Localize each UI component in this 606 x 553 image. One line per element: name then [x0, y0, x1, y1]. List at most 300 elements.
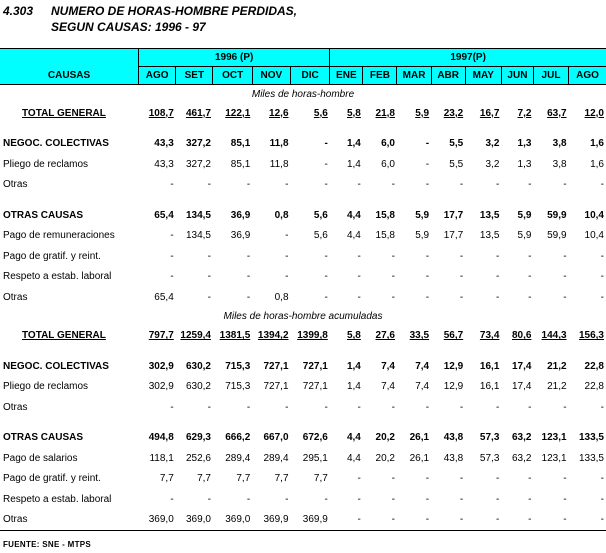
- value-text: 11,8: [269, 138, 289, 150]
- value-cell: [431, 489, 465, 510]
- row-label: [0, 154, 139, 175]
- value-cell: [363, 448, 397, 469]
- value-text: -: [207, 493, 211, 505]
- value-text: -: [285, 250, 289, 262]
- spacer-row: [0, 418, 606, 428]
- value-text: 43,3: [154, 138, 174, 150]
- header-row-years: [0, 49, 606, 67]
- value-cell: [397, 377, 431, 398]
- value-text: 17,7: [443, 209, 464, 221]
- value-cell: [465, 510, 501, 531]
- value-text: -: [285, 179, 289, 191]
- table-row: [0, 510, 606, 531]
- value-text: 7,7: [197, 473, 211, 485]
- spacer-cell: [0, 418, 606, 428]
- value-cell: [501, 205, 533, 226]
- value-cell: [533, 154, 568, 175]
- value-text: -: [391, 179, 395, 191]
- value-cell: [465, 103, 501, 124]
- header-month: AGO: [139, 67, 176, 85]
- value-text: 727,1: [302, 360, 328, 372]
- value-text: -: [391, 250, 395, 262]
- row-label-text: Otras: [3, 514, 28, 526]
- value-cell: [533, 469, 568, 490]
- value-cell: [176, 103, 213, 124]
- value-text: 7,4: [381, 381, 395, 393]
- row-label: [0, 510, 139, 531]
- value-text: -: [170, 401, 174, 413]
- value-cell: [213, 469, 252, 490]
- value-cell: [533, 205, 568, 226]
- value-cell: [213, 377, 252, 398]
- value-cell: [213, 154, 252, 175]
- value-text: -: [563, 401, 567, 413]
- value-cell: [291, 326, 330, 347]
- value-text: 295,1: [302, 452, 328, 464]
- value-cell: [569, 246, 606, 267]
- value-text: 17,4: [511, 360, 532, 372]
- value-cell: [176, 377, 213, 398]
- value-text: 1,6: [590, 158, 604, 170]
- value-cell: [363, 226, 397, 247]
- value-cell: [569, 267, 606, 288]
- value-text: 5,9: [415, 230, 430, 242]
- value-text: -: [496, 473, 500, 485]
- value-text: -: [425, 493, 430, 505]
- spacer-cell: [0, 124, 606, 134]
- value-text: -: [246, 401, 251, 413]
- value-cell: [465, 326, 501, 347]
- value-cell: [252, 226, 290, 247]
- value-cell: [431, 428, 465, 449]
- value-text: 4,4: [346, 432, 361, 444]
- value-cell: [569, 356, 606, 377]
- value-text: -: [563, 473, 567, 485]
- row-label-text: Otras: [3, 401, 28, 413]
- value-text: 5,5: [449, 158, 464, 170]
- table-title: [3, 3, 297, 35]
- row-label-text: Pago de gratif. y reint.: [3, 250, 101, 262]
- value-cell: [397, 397, 431, 418]
- value-cell: [252, 510, 290, 531]
- value-cell: [213, 103, 252, 124]
- table-number: 4.303: [3, 4, 34, 18]
- value-cell: [252, 356, 290, 377]
- value-text: -: [459, 291, 464, 303]
- value-text: 6,0: [381, 138, 395, 150]
- value-text: 12,9: [443, 381, 464, 393]
- row-label: [0, 356, 139, 377]
- value-text: -: [207, 250, 211, 262]
- value-cell: [252, 246, 290, 267]
- value-text: 727,1: [263, 360, 289, 372]
- value-cell: [330, 246, 363, 267]
- value-cell: [465, 246, 501, 267]
- value-text: -: [600, 179, 604, 191]
- value-cell: [252, 154, 290, 175]
- value-text: 302,9: [148, 360, 174, 372]
- value-cell: [213, 489, 252, 510]
- value-cell: [431, 397, 465, 418]
- value-text: -: [324, 179, 328, 191]
- total-row: [0, 103, 606, 124]
- value-text: 7,7: [159, 473, 174, 485]
- spacer-cell: [0, 346, 606, 356]
- table-row: [0, 469, 606, 490]
- value-cell: [252, 469, 290, 490]
- row-label: [0, 205, 139, 226]
- value-cell: [397, 287, 431, 308]
- row-label-text: Respeto a estab. laboral: [3, 493, 112, 505]
- value-text: -: [600, 291, 604, 303]
- header-month: JUL: [533, 67, 568, 85]
- value-cell: [330, 226, 363, 247]
- value-cell: [139, 205, 176, 226]
- value-cell: [569, 226, 606, 247]
- value-cell: [363, 489, 397, 510]
- table-row: [0, 448, 606, 469]
- value-text: 327,2: [185, 138, 211, 150]
- value-cell: [252, 377, 290, 398]
- row-label-text: Respeto a estab. laboral: [3, 271, 112, 283]
- value-text: 118,1: [149, 452, 174, 464]
- value-text: 43,3: [154, 158, 174, 170]
- value-cell: [465, 377, 501, 398]
- value-cell: [569, 175, 606, 196]
- value-text: 289,4: [225, 452, 251, 464]
- value-cell: [213, 510, 252, 531]
- value-text: -: [391, 291, 395, 303]
- value-cell: [397, 489, 431, 510]
- value-cell: [533, 267, 568, 288]
- value-text: 4,4: [346, 230, 361, 242]
- value-text: -: [528, 291, 532, 303]
- row-label-text: Otras: [3, 291, 28, 303]
- value-cell: [330, 377, 363, 398]
- value-cell: [252, 175, 290, 196]
- value-cell: [291, 356, 330, 377]
- value-text: -: [425, 179, 430, 191]
- value-cell: [330, 134, 363, 155]
- value-cell: [363, 205, 397, 226]
- row-label-text: TOTAL GENERAL: [22, 107, 106, 119]
- value-cell: [465, 267, 501, 288]
- value-text: 156,3: [578, 330, 604, 342]
- spacer-cell: [0, 195, 606, 205]
- value-cell: [363, 326, 397, 347]
- value-text: 122,1: [225, 107, 251, 119]
- value-text: 630,2: [185, 381, 211, 393]
- value-text: -: [496, 401, 500, 413]
- value-cell: [465, 469, 501, 490]
- value-text: -: [459, 514, 464, 526]
- value-cell: [139, 246, 176, 267]
- row-label-text: Pago de gratif. y reint.: [3, 473, 101, 485]
- row-label-text: OTRAS CAUSAS: [3, 209, 84, 221]
- value-text: 11,8: [269, 158, 289, 170]
- value-text: -: [600, 271, 604, 283]
- value-cell: [431, 226, 465, 247]
- row-label: [0, 267, 139, 288]
- value-cell: [397, 134, 431, 155]
- value-text: 4,4: [346, 209, 361, 221]
- value-cell: [397, 226, 431, 247]
- value-cell: [363, 287, 397, 308]
- value-cell: [569, 205, 606, 226]
- value-text: 327,2: [185, 158, 211, 170]
- value-text: 5,8: [346, 330, 361, 342]
- value-cell: [465, 428, 501, 449]
- value-text: 0,8: [274, 291, 289, 303]
- value-text: 302,9: [148, 381, 174, 393]
- value-text: 133,5: [578, 452, 604, 464]
- value-cell: [569, 287, 606, 308]
- value-cell: [291, 510, 330, 531]
- value-text: 3,8: [552, 138, 567, 150]
- value-text: 65,4: [154, 209, 174, 221]
- header-month: MAR: [397, 67, 431, 85]
- value-text: -: [528, 514, 532, 526]
- value-cell: [533, 356, 568, 377]
- category-row: [0, 134, 606, 155]
- row-label: [0, 103, 139, 124]
- value-text: 57,3: [479, 432, 500, 444]
- value-text: -: [170, 230, 174, 242]
- value-cell: [465, 154, 501, 175]
- value-text: 13,5: [479, 209, 500, 221]
- table-row: [0, 226, 606, 247]
- value-text: -: [285, 493, 289, 505]
- value-cell: [465, 397, 501, 418]
- statistics-table: [0, 48, 606, 531]
- value-text: -: [600, 401, 604, 413]
- value-cell: [533, 134, 568, 155]
- value-text: -: [324, 271, 328, 283]
- value-text: 123,1: [541, 432, 567, 444]
- value-cell: [431, 287, 465, 308]
- value-cell: [397, 246, 431, 267]
- value-text: 3,8: [552, 158, 567, 170]
- value-cell: [465, 175, 501, 196]
- value-cell: [431, 326, 465, 347]
- value-text: 27,6: [375, 330, 395, 342]
- value-cell: [213, 356, 252, 377]
- value-text: 3,2: [485, 158, 500, 170]
- value-cell: [291, 428, 330, 449]
- value-text: 21,2: [547, 381, 567, 393]
- value-text: -: [391, 271, 395, 283]
- value-text: -: [324, 250, 328, 262]
- row-label: [0, 377, 139, 398]
- value-cell: [139, 267, 176, 288]
- value-text: 108,7: [148, 107, 174, 119]
- value-cell: [213, 397, 252, 418]
- value-cell: [431, 205, 465, 226]
- value-cell: [291, 397, 330, 418]
- value-cell: [139, 154, 176, 175]
- value-text: -: [170, 250, 174, 262]
- value-cell: [139, 448, 176, 469]
- value-cell: [501, 175, 533, 196]
- category-row: [0, 205, 606, 226]
- value-text: 59,9: [547, 230, 567, 242]
- value-cell: [330, 267, 363, 288]
- value-text: -: [357, 493, 361, 505]
- value-cell: [533, 246, 568, 267]
- value-text: -: [391, 514, 395, 526]
- value-text: 369,9: [263, 514, 289, 526]
- value-text: 33,5: [409, 330, 430, 342]
- value-text: -: [425, 138, 430, 150]
- value-cell: [176, 326, 213, 347]
- row-label-text: OTRAS CAUSAS: [3, 432, 84, 444]
- table-row: [0, 267, 606, 288]
- value-text: 1,6: [590, 138, 604, 150]
- value-text: 7,4: [381, 360, 395, 372]
- value-cell: [139, 469, 176, 490]
- row-label-text: Pago de remuneraciones: [3, 230, 115, 242]
- value-cell: [139, 134, 176, 155]
- header-month: ABR: [431, 67, 465, 85]
- value-text: -: [246, 250, 251, 262]
- value-text: -: [246, 271, 251, 283]
- row-label: [0, 397, 139, 418]
- value-cell: [363, 428, 397, 449]
- value-cell: [397, 469, 431, 490]
- value-cell: [501, 287, 533, 308]
- value-cell: [431, 377, 465, 398]
- value-text: -: [459, 271, 464, 283]
- value-text: -: [425, 158, 430, 170]
- value-cell: [139, 103, 176, 124]
- value-cell: [176, 226, 213, 247]
- value-cell: [569, 428, 606, 449]
- value-cell: [213, 205, 252, 226]
- value-cell: [501, 267, 533, 288]
- value-cell: [397, 448, 431, 469]
- value-text: 1,3: [517, 158, 532, 170]
- value-text: 5,9: [517, 230, 532, 242]
- value-cell: [533, 226, 568, 247]
- value-text: 36,9: [230, 230, 251, 242]
- value-cell: [252, 205, 290, 226]
- value-text: 7,7: [313, 473, 328, 485]
- value-cell: [176, 134, 213, 155]
- value-text: 5,6: [313, 230, 328, 242]
- value-text: -: [459, 250, 464, 262]
- value-text: -: [170, 493, 174, 505]
- value-text: -: [459, 473, 464, 485]
- row-label-text: Pago de salarios: [3, 452, 78, 464]
- value-cell: [501, 246, 533, 267]
- value-cell: [363, 377, 397, 398]
- value-cell: [330, 326, 363, 347]
- value-cell: [569, 326, 606, 347]
- value-cell: [533, 377, 568, 398]
- value-cell: [176, 154, 213, 175]
- value-cell: [397, 428, 431, 449]
- value-cell: [569, 469, 606, 490]
- value-text: -: [496, 179, 500, 191]
- value-text: 73,4: [479, 330, 500, 342]
- section-header-row: [0, 85, 606, 104]
- value-cell: [330, 448, 363, 469]
- section-header-row: [0, 308, 606, 326]
- value-cell: [176, 469, 213, 490]
- value-cell: [397, 103, 431, 124]
- value-text: -: [207, 179, 211, 191]
- value-text: 56,7: [443, 330, 464, 342]
- row-label: [0, 134, 139, 155]
- value-cell: [501, 469, 533, 490]
- value-cell: [533, 326, 568, 347]
- value-cell: [291, 246, 330, 267]
- value-cell: [501, 448, 533, 469]
- value-text: 1394,2: [257, 330, 289, 342]
- value-text: -: [357, 401, 361, 413]
- row-label-text: Otras: [3, 179, 28, 191]
- value-text: -: [246, 493, 251, 505]
- header-month: JUN: [501, 67, 533, 85]
- value-cell: [252, 448, 290, 469]
- value-cell: [501, 134, 533, 155]
- value-text: 12,6: [269, 107, 289, 119]
- value-text: -: [357, 250, 361, 262]
- value-text: 80,6: [511, 330, 532, 342]
- value-cell: [431, 154, 465, 175]
- value-cell: [397, 326, 431, 347]
- value-cell: [363, 267, 397, 288]
- value-text: 252,6: [185, 452, 211, 464]
- table-row: [0, 246, 606, 267]
- value-text: 666,2: [225, 432, 251, 444]
- row-label: [0, 428, 139, 449]
- value-text: -: [425, 473, 430, 485]
- value-text: -: [600, 473, 604, 485]
- value-cell: [291, 103, 330, 124]
- value-text: -: [496, 514, 500, 526]
- value-cell: [252, 489, 290, 510]
- value-text: 1399,8: [297, 330, 328, 342]
- value-cell: [291, 226, 330, 247]
- value-text: -: [391, 401, 395, 413]
- row-label: [0, 489, 139, 510]
- value-text: 7,4: [415, 381, 430, 393]
- value-cell: [213, 246, 252, 267]
- table-row: [0, 154, 606, 175]
- value-cell: [330, 287, 363, 308]
- value-cell: [330, 175, 363, 196]
- value-cell: [213, 326, 252, 347]
- value-text: 6,0: [381, 158, 395, 170]
- value-cell: [291, 469, 330, 490]
- value-cell: [431, 103, 465, 124]
- spacer-row: [0, 124, 606, 134]
- value-text: 144,3: [541, 330, 567, 342]
- table-row: [0, 287, 606, 308]
- table-row: [0, 175, 606, 196]
- value-text: 1,4: [346, 381, 361, 393]
- value-cell: [291, 154, 330, 175]
- value-text: 134,5: [185, 230, 211, 242]
- value-cell: [569, 103, 606, 124]
- value-text: -: [528, 271, 532, 283]
- value-text: 494,8: [148, 432, 174, 444]
- value-text: -: [285, 230, 289, 242]
- value-cell: [176, 428, 213, 449]
- value-text: -: [425, 291, 430, 303]
- value-text: -: [391, 473, 395, 485]
